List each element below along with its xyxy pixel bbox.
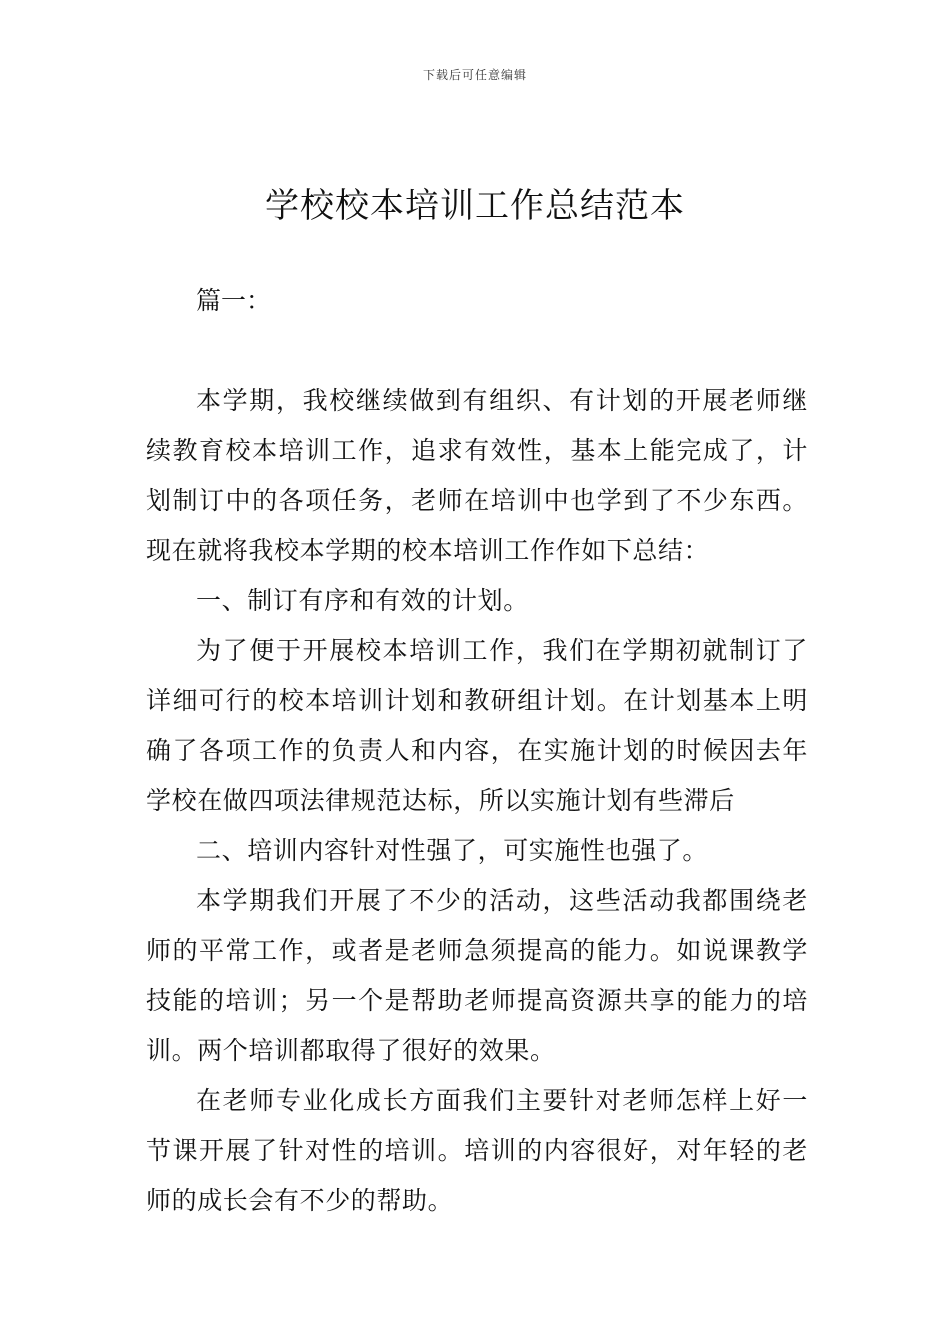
header-note: 下载后可任意编辑 (422, 68, 527, 82)
heading-point-2: 二、培训内容针对性强了，可实施性也强了。 (196, 836, 709, 865)
paragraph-activities: 本学期我们开展了不少的活动，这些活动我都围绕老师的平常工作，或者是老师急须提高的能力。如说课教学技能的培训；另一个是帮助老师提高资源共享的能力的培训。两个培训都取得了很好的效果。 (146, 886, 808, 1065)
paragraph-growth: 在老师专业化成长方面我们主要针对老师怎样上好一节课开展了针对性的培训。培训的内容很好，对年轻的老师的成长会有不少的帮助。 (146, 1086, 808, 1215)
paragraph-intro: 本学期，我校继续做到有组织、有计划的开展老师继续教育校本培训工作，追求有效性，基本上能完成了，计划制订中的各项任务，老师在培训中也学到了不少东西。现在就将我校本学期的校本培训工作作如下总结： (146, 386, 808, 565)
document-title: 学校校本培训工作总结范本 (265, 186, 685, 226)
paragraph-plan: 为了便于开展校本培训工作，我们在学期初就制订了详细可行的校本培训计划和教研组计划。在计划基本上明确了各项工作的负责人和内容，在实施计划的时候因去年学校在做四项法律规范达标，所以实施计划有些滞后 (146, 636, 808, 815)
document-body (146, 376, 808, 1226)
section-label: 篇一： (196, 286, 272, 315)
heading-point-1: 一、制订有序和有效的计划。 (196, 586, 529, 615)
